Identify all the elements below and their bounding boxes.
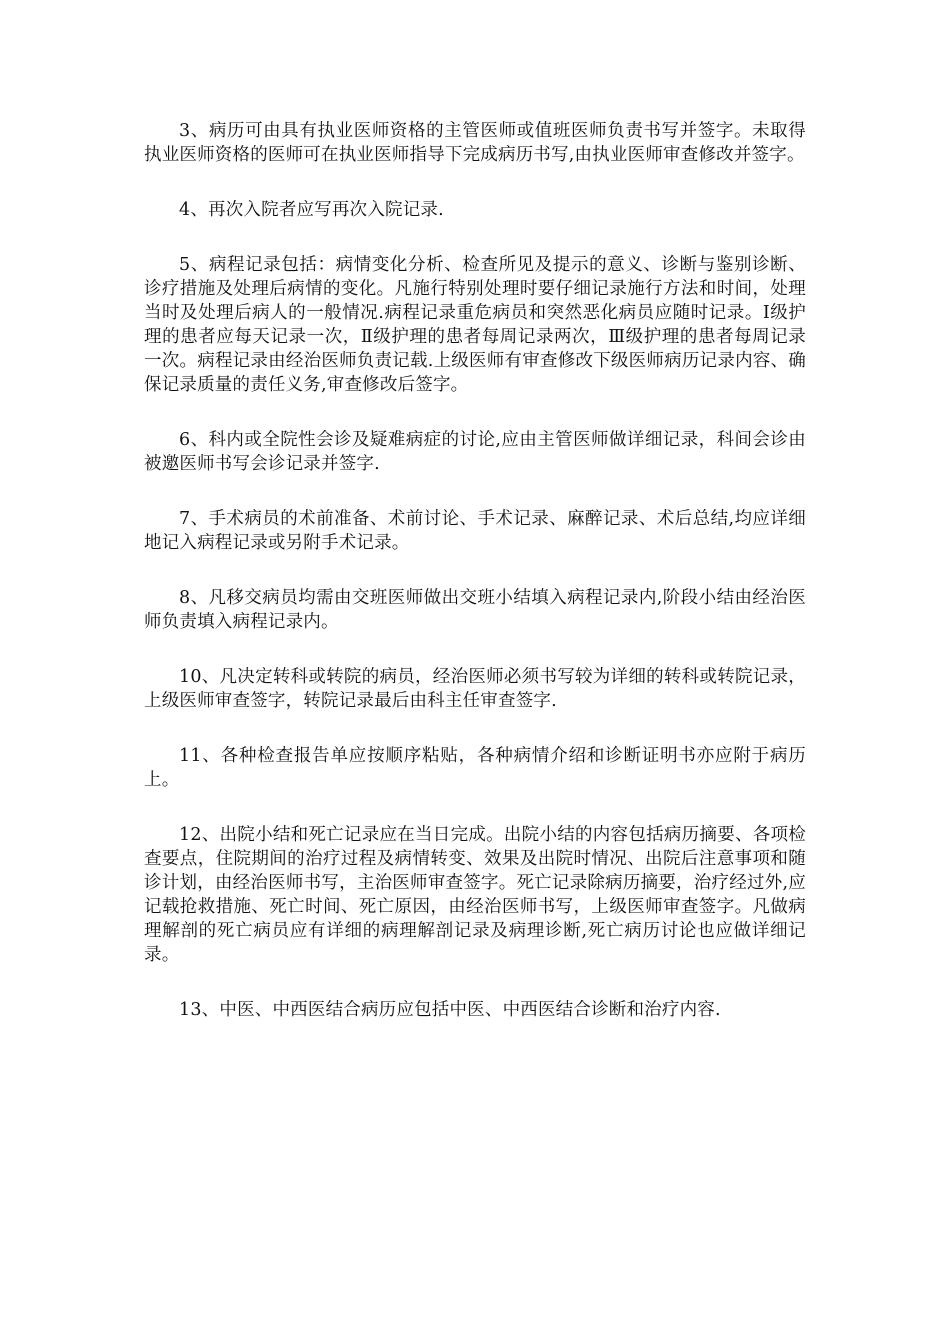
document-body [144,119,806,1053]
paragraph-item-12: 12、出院小结和死亡记录应在当日完成。出院小结的内容包括病历摘要、各项检查要点，住院期间的治疗过程及病情转变、效果及出院时情况、出院后注意事项和随诊计划，由经治医师书写，主治医师审查签字。死亡记录除病历摘要，治疗经过外,应记载抢救措施、死亡时间、死亡原因，由经治医师书写，上级医师审查签字。凡做病理解剖的死亡病员应有详细的病理解剖记录及病理诊断,死亡病历讨论也应做详细记录。 [144,825,806,965]
paragraph-item-3: 3、病历可由具有执业医师资格的主管医师或值班医师负责书写并签字。未取得执业医师资格的医师可在执业医师指导下完成病历书写,由执业医师审查修改并签字。 [144,121,806,165]
paragraph-item-10: 10、凡决定转科或转院的病员，经治医师必须书写较为详细的转科或转院记录，上级医师审查签字，转院记录最后由科主任审查签字. [144,667,806,711]
paragraph-item-4: 4、再次入院者应写再次入院记录. [179,200,444,220]
paragraph-item-5: 5、病程记录包括：病情变化分析、检查所见及提示的意义、诊断与鉴别诊断、诊疗措施及处理后病情的变化。凡施行特别处理时要仔细记录施行方法和时间，处理当时及处理后病人的一般情况.病程记录重危病员和突然恶化病员应随时记录。Ⅰ级护理的患者应每天记录一次，Ⅱ级护理的患者每周记录两次，Ⅲ级护理的患者每周记录一次。病程记录由经治医师负责记载.上级医师有审查修改下级医师病历记录内容、确保记录质量的责任义务,审查修改后签字。 [144,255,806,395]
paragraph-item-7: 7、手术病员的术前准备、术前讨论、手术记录、麻醉记录、术后总结,均应详细地记入病程记录或另附手术记录。 [144,509,806,553]
paragraph-item-11: 11、各种检查报告单应按顺序粘贴，各种病情介绍和诊断证明书亦应附于病历上。 [144,746,806,790]
paragraph-item-13: 13、中医、中西医结合病历应包括中医、中西医结合诊断和治疗内容. [179,1000,721,1020]
paragraph-item-8: 8、凡移交病员均需由交班医师做出交班小结填入病程记录内,阶段小结由经治医师负责填入病程记录内。 [144,588,806,632]
paragraph-item-6: 6、科内或全院性会诊及疑难病症的讨论,应由主管医师做详细记录，科间会诊由被邀医师书写会诊记录并签字. [144,430,806,474]
